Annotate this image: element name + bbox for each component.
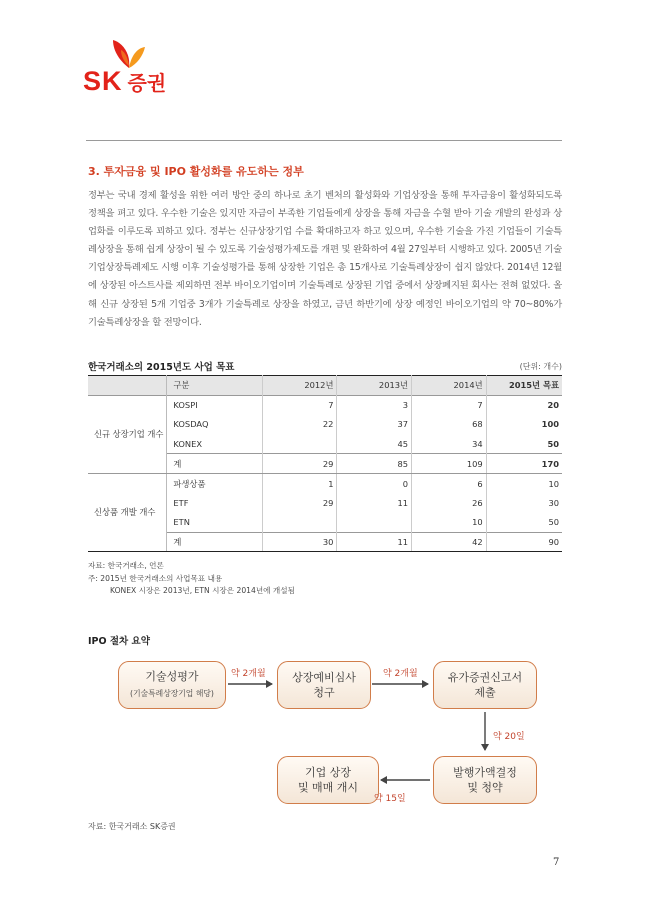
business-goal-table	[88, 375, 562, 552]
duration-label: 약 15일	[374, 794, 406, 804]
cell-2012: 1	[262, 473, 337, 493]
ipo-source-note: 자료: 한국거래소 SK증권	[88, 822, 176, 831]
step-title: 유가증권신고서	[447, 671, 523, 684]
cell-2012: 29	[262, 493, 337, 513]
cell-2013: 45	[337, 434, 412, 454]
logo-sk-text: SK	[83, 66, 123, 96]
row-label: KOSPI	[167, 395, 262, 415]
cell-2013: 37	[337, 415, 412, 435]
step-title: 발행가액결정	[453, 766, 517, 779]
cell-2013: 0	[337, 473, 412, 493]
cell-2013: 85	[337, 454, 412, 474]
table-unit: (단위: 개수)	[519, 362, 562, 371]
cell-2015: 10	[486, 473, 562, 493]
step-listing-trading	[277, 756, 379, 804]
step-title: 상장예비심사	[292, 671, 356, 684]
step-registration-filing	[433, 661, 537, 709]
table-header-row	[88, 376, 562, 396]
cell-2015: 50	[486, 434, 562, 454]
row-label: 계	[167, 532, 262, 552]
header-2012: 2012년	[262, 376, 337, 396]
group-label-new-products: 신상품 개발 개수	[88, 473, 167, 551]
cell-2014: 26	[412, 493, 487, 513]
page-number: 7	[553, 857, 560, 868]
cell-2013: 11	[337, 493, 412, 513]
cell-2013: 3	[337, 395, 412, 415]
duration-label: 약 2개월	[383, 669, 418, 679]
cell-2014: 109	[412, 454, 487, 474]
row-label: ETN	[167, 513, 262, 533]
cell-2013: 11	[337, 532, 412, 552]
cell-2015: 30	[486, 493, 562, 513]
header-2014: 2014년	[412, 376, 487, 396]
cell-2014: 10	[412, 513, 487, 533]
step-subtitle: (기술특례상장기업 해당)	[130, 689, 214, 698]
cell-2015: 170	[486, 454, 562, 474]
cell-2015: 50	[486, 513, 562, 533]
header-group-cell	[88, 376, 167, 396]
cell-2014: 68	[412, 415, 487, 435]
cell-2012: 22	[262, 415, 337, 435]
table-row	[88, 473, 562, 493]
cell-2012: 29	[262, 454, 337, 474]
cell-2012: 7	[262, 395, 337, 415]
cell-2015: 90	[486, 532, 562, 552]
cell-2014: 34	[412, 434, 487, 454]
logo-name-text: 증권	[127, 73, 167, 95]
cell-2014: 42	[412, 532, 487, 552]
ipo-process-diagram	[100, 650, 562, 820]
table-row	[88, 395, 562, 415]
row-label: KOSDAQ	[167, 415, 262, 435]
step-preliminary-review	[277, 661, 371, 709]
duration-label: 약 20일	[493, 732, 525, 742]
duration-label: 약 2개월	[231, 669, 266, 679]
cell-2014: 7	[412, 395, 487, 415]
cell-2012: 30	[262, 532, 337, 552]
cell-2015: 100	[486, 415, 562, 435]
table-source-note: 자료: 한국거래소, 언론	[88, 561, 164, 570]
step-subtitle: 및 청약	[467, 781, 503, 794]
cell-2014: 6	[412, 473, 487, 493]
cell-2013	[337, 513, 412, 533]
row-label: KONEX	[167, 434, 262, 454]
header-category: 구분	[167, 376, 262, 396]
section-paragraph: 정부는 국내 경제 활성을 위한 여러 방안 중의 하나로 초기 벤처의 활성화와 기업상장을 통해 투자금융이 활성화되도록 정책을 펴고 있다. 우수한 기술은 있지만 자금이 부족한 기업들에게 상장을 통해 자금을 수혈 받아 기술 개발의 완성과 상업화를 이루도록 꾀하고 있다. 정부는 신규상장기업 수를 확대하고자 하고 있으며, 우수한 기술을 가진 기업들이 기술특례상장을 통해 쉽게 상장이 될 수 있도록 기술성평가제도를 개편 및 완화하여 4월 27일부터 시행하고 있다. 2005년 기술기업상장특례제도 시행 이후 기술성평가를 통해 상장한 기업은 총 15개사로 기술특례상장이 쉽지 않았다. 2014년 12월에 상장된 아스트사를 제외하면 전부 바이오기업이며 기술특례로 상장된 기업 중에서 상장폐지된 회사는 전혀 없었다. 올해 신규 상장된 5개 기업중 3개가 기술특례로 상장을 하였고, 금년 하반기에 상장 예정인 바이오기업의 약 70~80%가 기술특례상장을 할 전망이다.	[88, 190, 562, 328]
step-tech-evaluation	[118, 661, 226, 709]
table-footnote: 주: 2015년 한국거래소의 사업목표 내용	[88, 573, 223, 583]
table-notes	[88, 560, 295, 598]
step-pricing-subscription	[433, 756, 537, 804]
section-title: 3. 투자금융 및 IPO 활성화를 유도하는 정부	[88, 165, 304, 178]
step-subtitle: 및 매매 개시	[297, 781, 359, 794]
row-label: ETF	[167, 493, 262, 513]
step-subtitle: 제출	[474, 686, 496, 699]
row-label: 파생상품	[167, 473, 262, 493]
table-footnote-detail: KONEX 시장은 2013년, ETN 시장은 2014년에 개설됨	[110, 586, 295, 596]
header-2013: 2013년	[337, 376, 412, 396]
step-subtitle: 청구	[313, 686, 335, 699]
header-2015-target: 2015년 목표	[486, 376, 562, 396]
group-label-new-listing: 신규 상장기업 개수	[88, 395, 167, 473]
cell-2015: 20	[486, 395, 562, 415]
sk-securities-logo	[83, 38, 193, 100]
step-title: 기술성평가	[145, 670, 199, 683]
header-divider	[86, 140, 562, 141]
row-label: 계	[167, 454, 262, 474]
table-title: 한국거래소의 2015년도 사업 목표	[88, 362, 235, 373]
cell-2012	[262, 434, 337, 454]
cell-2012	[262, 513, 337, 533]
step-title: 기업 상장	[304, 766, 351, 779]
ipo-section-title: IPO 절차 요약	[88, 636, 150, 647]
